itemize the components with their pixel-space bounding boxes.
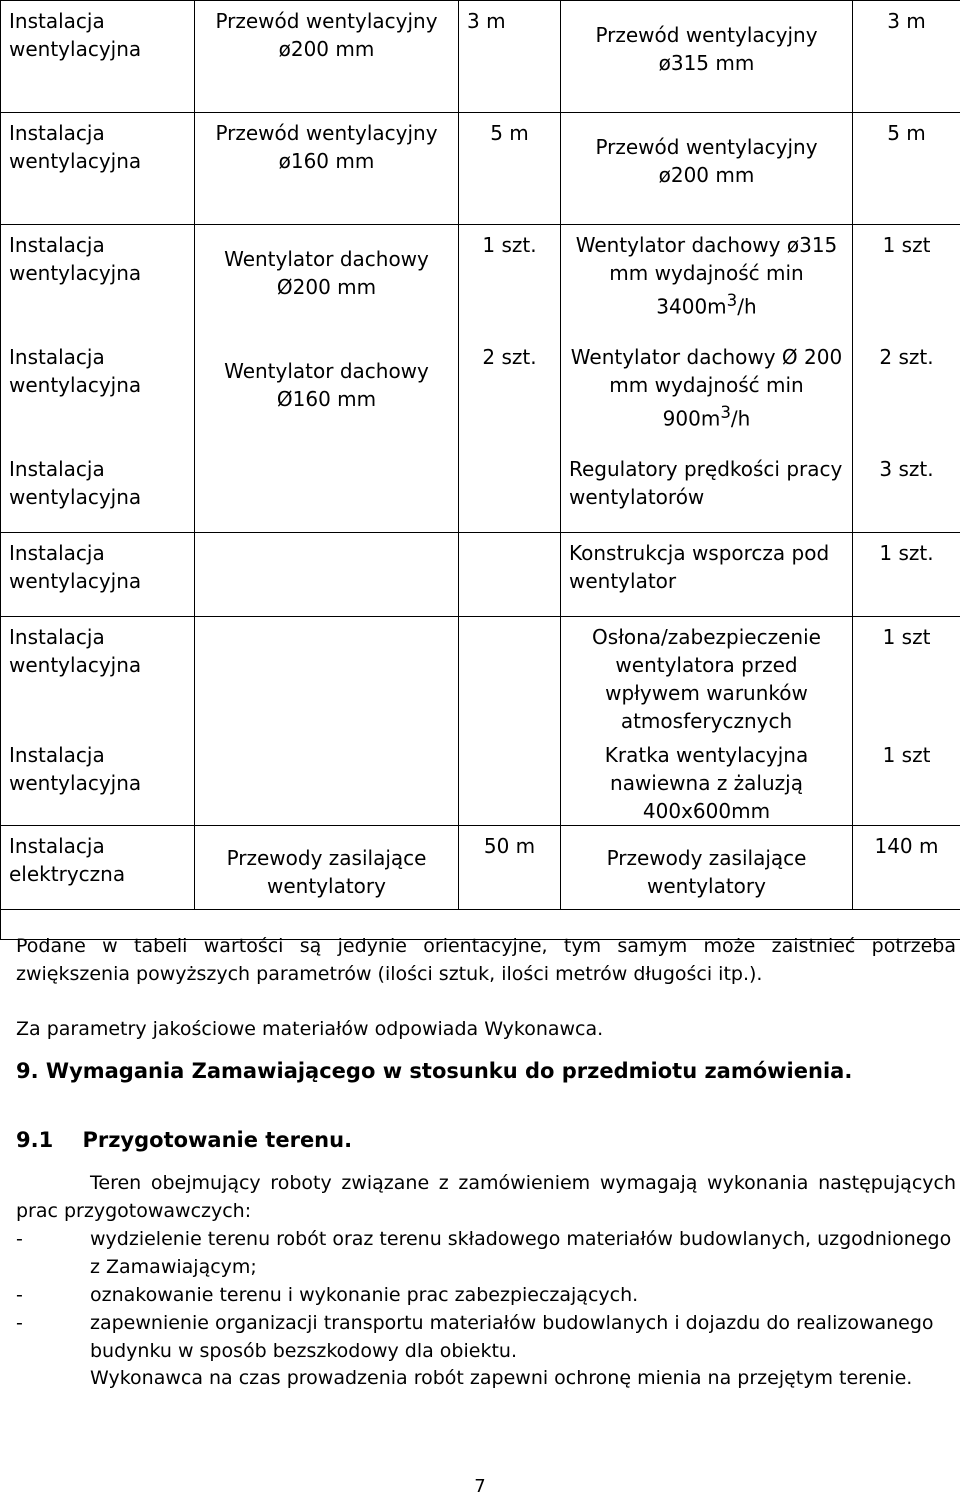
quantity-cell: 1 szt <box>853 617 960 736</box>
bullet-dash: - <box>16 1312 23 1334</box>
category-cell: Instalacja wentylacyjna <box>1 735 195 826</box>
quantity-cell: 5 m <box>459 113 561 225</box>
category-cell: Instalacja wentylacyjna <box>1 533 195 617</box>
table-row <box>1 533 960 617</box>
category-cell: Instalacja wentylacyjna <box>1 1 195 113</box>
quantity-cell: 1 szt <box>853 735 960 826</box>
quantity-cell <box>459 533 561 617</box>
item-cell <box>195 735 459 826</box>
table-row <box>1 735 960 826</box>
item-cell: Wentylator dachowy Ø200 mm <box>195 225 459 337</box>
note-paragraph: Podane w tabeli wartości są jedynie orientacyjne, tym samym może zaistnieć potrzeba zwiększenia powyższych parametrów (ilości sztuk, ilości metrów długości itp.). <box>16 935 956 985</box>
item-cell: Przewód wentylacyjny ø315 mm <box>561 1 853 113</box>
bullet-text: zapewnienie organizacji transportu materiałów budowlanych i dojazdu do realizowanego budynku w sposób bezszkodowy dla obiektu. <box>90 1312 934 1362</box>
quantity-cell <box>459 735 561 826</box>
table-row <box>1 1 960 113</box>
quantity-cell: 3 m <box>853 1 960 113</box>
quantity-cell <box>459 617 561 736</box>
table-row <box>1 225 960 337</box>
bullet-dash: - <box>16 1228 23 1250</box>
intro-paragraph: Teren obejmujący roboty związane z zamówieniem wymagają wykonania następujących prac przygotowawczych: <box>16 1172 956 1222</box>
item-cell: Regulatory prędkości pracy wentylatorów <box>561 449 853 533</box>
unit-tail: /h <box>737 294 757 319</box>
item-cell: Wentylator dachowy Ø160 mm <box>195 337 459 449</box>
quantity-cell: 5 m <box>853 113 960 225</box>
item-cell <box>561 225 853 337</box>
category-cell: Instalacja elektryczna <box>1 826 195 910</box>
category-cell: Instalacja wentylacyjna <box>1 617 195 736</box>
quantity-cell: 1 szt. <box>459 225 561 337</box>
item-cell <box>195 449 459 533</box>
quantity-cell: 3 m <box>459 1 561 113</box>
unit-tail: /h <box>730 406 751 431</box>
category-cell: Instalacja wentylacyjna <box>1 225 195 337</box>
section-heading: 9. Wymagania Zamawiającego w stosunku do przedmiotu zamówienia. <box>16 1059 853 1083</box>
item-cell: Kratka wentylacyjna nawiewna z żaluzją 400x600mm <box>561 735 853 826</box>
table-row <box>1 449 960 533</box>
item-cell: Przewody zasilające wentylatory <box>561 826 853 910</box>
category-cell: Instalacja wentylacyjna <box>1 113 195 225</box>
quantity-cell: 2 szt. <box>853 337 960 449</box>
superscript: 3 <box>726 291 738 310</box>
quantity-cell: 1 szt <box>853 225 960 337</box>
item-cell: Przewód wentylacyjny ø200 mm <box>561 113 853 225</box>
note-paragraph: Za parametry jakościowe materiałów odpowiada Wykonawca. <box>16 1018 604 1040</box>
fan-200-spec: Wentylator dachowy Ø 200 mm wydajność min 900m <box>570 344 843 431</box>
quantity-cell <box>459 449 561 533</box>
table-row <box>1 337 960 449</box>
quantity-cell: 1 szt. <box>853 533 960 617</box>
item-cell <box>561 337 853 449</box>
bullet-dash: - <box>16 1284 23 1306</box>
quantity-cell: 2 szt. <box>459 337 561 449</box>
item-cell <box>195 533 459 617</box>
table-row <box>1 617 960 736</box>
quantity-cell: 50 m <box>459 826 561 910</box>
closing-paragraph: Wykonawca na czas prowadzenia robót zapewni ochronę mienia na przejętym terenie. <box>90 1367 913 1389</box>
item-cell: Przewód wentylacyjny ø200 mm <box>195 1 459 113</box>
category-cell: Instalacja wentylacyjna <box>1 449 195 533</box>
quantity-cell: 140 m <box>853 826 960 910</box>
quantity-cell: 3 szt. <box>853 449 960 533</box>
item-cell: Przewód wentylacyjny ø160 mm <box>195 113 459 225</box>
item-cell: Konstrukcja wsporcza pod wentylator <box>561 533 853 617</box>
fan-315-spec: Wentylator dachowy ø315 mm wydajność min 3400m <box>575 233 838 319</box>
page-number: 7 <box>474 1476 486 1497</box>
bullet-text: wydzielenie terenu robót oraz terenu składowego materiałów budowlanych, uzgodnionego z Zamawiającym; <box>90 1228 952 1278</box>
table-row <box>1 113 960 225</box>
category-cell: Instalacja wentylacyjna <box>1 337 195 449</box>
item-cell <box>195 617 459 736</box>
bullet-text: oznakowanie terenu i wykonanie prac zabezpieczających. <box>90 1284 639 1306</box>
superscript: 3 <box>720 402 731 422</box>
item-cell: Osłona/zabezpieczenie wentylatora przed wpływem warunków atmosferycznych <box>561 617 853 736</box>
table-row <box>1 826 960 910</box>
item-cell: Przewody zasilające wentylatory <box>195 826 459 910</box>
subsection-heading: 9.1 Przygotowanie terenu. <box>16 1128 353 1152</box>
